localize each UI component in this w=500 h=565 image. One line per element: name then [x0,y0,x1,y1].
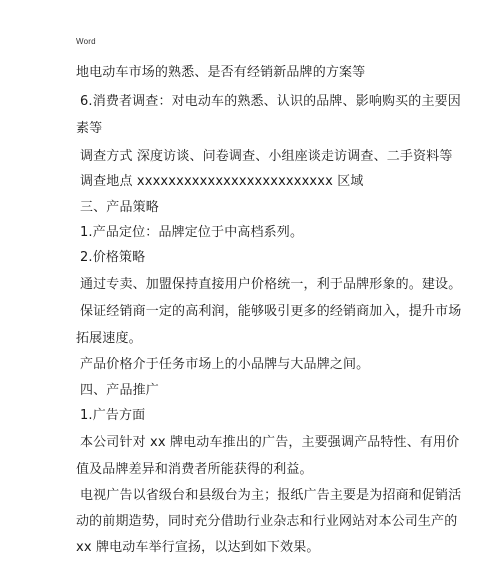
section-heading: 三、产品策略 [80,200,159,215]
body-text-line: 值及品牌差异和消费者所能获得的利益。 [76,462,313,477]
body-text-line: 保证经销商一定的高利润，能够吸引更多的经销商加入，提升市场 [80,304,462,319]
body-text-line: 调查地点 xxxxxxxxxxxxxxxxxxxxxxxxx 区域 [80,174,364,189]
body-text-line: 拓展速度。 [76,331,142,346]
body-text-line: 素等 [76,121,103,136]
body-text-line: 1.产品定位：品牌定位于中高档系列。 [80,225,304,240]
body-text-line: 地电动车市场的熟悉、是否有经销新品牌的方案等 [76,65,366,80]
subsection-heading: 1.广告方面 [80,408,146,423]
body-text-line: 6.消费者调查：对电动车的熟悉、认识的品牌、影响购买的主要因 [80,94,461,109]
subsection-heading: 2.价格策略 [80,250,146,265]
body-text-line: 动的前期造势，同时充分借助行业杂志和行业网站对本公司生产的 [76,514,458,529]
section-heading: 四、产品推广 [80,383,159,398]
body-text-line: 产品价格介于任务市场上的小品牌与大品牌之间。 [80,357,370,372]
body-text-line: 调查方式 深度访谈、问卷调查、小组座谈走访调查、二手资料等 [80,149,453,164]
body-text-line: 本公司针对 xx 牌电动车推出的广告，主要强调产品特性、有用价 [80,435,460,450]
body-text-line: 电视广告以省级台和县级台为主；报纸广告主要是为招商和促销活 [80,488,462,503]
body-text-line: 通过专卖、加盟保持直接用户价格统一，利于品牌形象的。建设。 [80,277,462,292]
body-text-line: xx 牌电动车举行宣扬，以达到如下效果。 [76,540,320,555]
header-label: Word [76,37,96,46]
